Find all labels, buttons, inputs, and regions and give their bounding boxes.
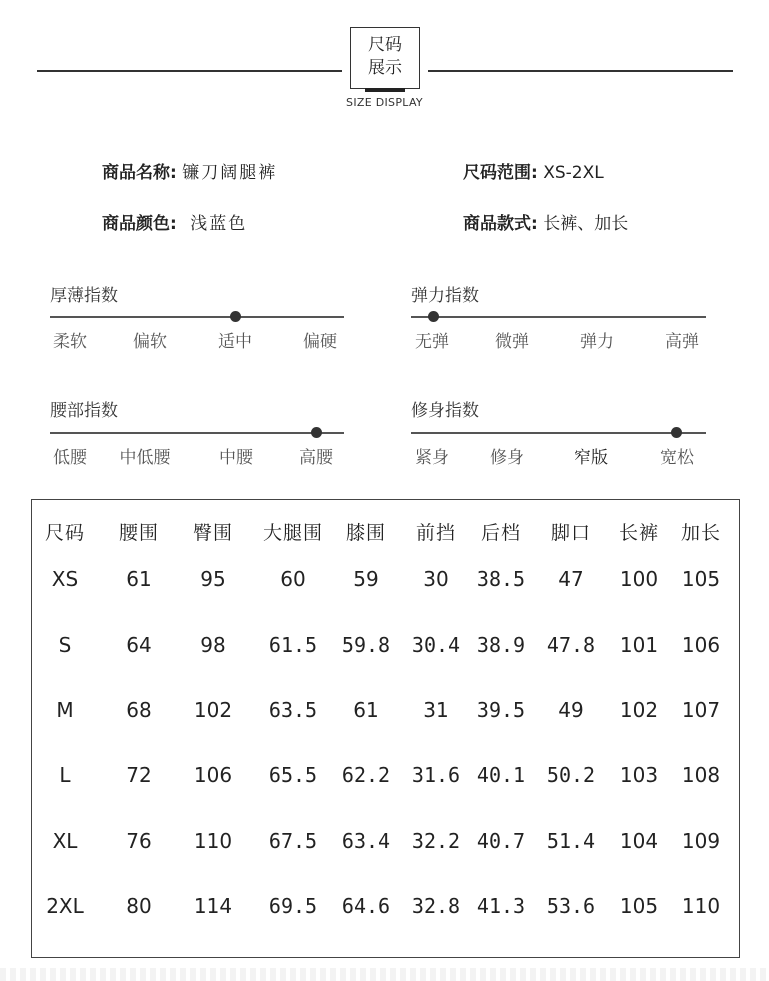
info-range-value: XS-2XL xyxy=(543,163,604,183)
table-cell: 64 xyxy=(126,633,152,657)
table-cell: 31 xyxy=(423,698,449,722)
table-cell: 61 xyxy=(126,567,152,591)
table-header-cell: 前挡 xyxy=(415,522,457,544)
header-subtitle: SIZE DISPLAY xyxy=(346,96,423,109)
table-cell: 64.6 xyxy=(341,894,391,918)
index-marker xyxy=(428,311,439,322)
table-header-cell: 长裤 xyxy=(618,522,660,544)
table-header-cell: 后档 xyxy=(480,522,522,544)
index-marker xyxy=(671,427,682,438)
table-cell: 106 xyxy=(193,763,233,787)
info-range-label: 尺码范围: xyxy=(463,163,538,183)
index-marker xyxy=(311,427,322,438)
table-size-label: M xyxy=(56,698,74,722)
header-accent-bar xyxy=(365,88,405,92)
index-option: 偏硬 xyxy=(303,332,337,352)
index-title: 修身指数 xyxy=(411,401,479,421)
table-cell: 101 xyxy=(619,633,659,657)
table-cell: 103 xyxy=(619,763,659,787)
table-size-label: 2XL xyxy=(46,894,84,918)
info-color-label: 商品颜色: xyxy=(102,214,177,234)
header-title-line2: 展示 xyxy=(368,58,402,78)
table-size-label: XL xyxy=(52,829,78,853)
table-cell: 39.5 xyxy=(476,698,526,722)
table-cell: 110 xyxy=(193,829,233,853)
index-option: 中低腰 xyxy=(119,448,171,468)
table-cell: 72 xyxy=(126,763,152,787)
table-size-label: L xyxy=(59,763,71,787)
table-cell: 68 xyxy=(126,698,152,722)
table-cell: 76 xyxy=(126,829,152,853)
table-cell: 40.1 xyxy=(476,763,526,787)
table-cell: 60 xyxy=(280,567,306,591)
table-cell: 61.5 xyxy=(268,633,318,657)
table-cell: 61 xyxy=(353,698,379,722)
index-option: 适中 xyxy=(218,332,252,352)
header-title-box xyxy=(350,27,420,89)
index-option: 修身 xyxy=(490,448,524,468)
index-option: 高腰 xyxy=(299,448,333,468)
header-rule-right xyxy=(428,70,733,72)
table-cell: 30 xyxy=(423,567,449,591)
table-cell: 110 xyxy=(681,894,721,918)
table-cell: 67.5 xyxy=(268,829,318,853)
table-cell: 69.5 xyxy=(268,894,318,918)
index-option: 低腰 xyxy=(53,448,87,468)
index-track xyxy=(50,432,344,434)
table-cell: 32.2 xyxy=(411,829,461,853)
table-cell: 40.7 xyxy=(476,829,526,853)
table-header-cell: 膝围 xyxy=(345,522,387,544)
index-track xyxy=(411,316,706,318)
table-cell: 63.5 xyxy=(268,698,318,722)
index-title: 弹力指数 xyxy=(411,286,479,306)
table-cell: 53.6 xyxy=(546,894,596,918)
index-option: 微弹 xyxy=(495,332,529,352)
index-track xyxy=(50,316,344,318)
table-cell: 107 xyxy=(681,698,721,722)
index-marker xyxy=(230,311,241,322)
table-cell: 59.8 xyxy=(341,633,391,657)
table-cell: 32.8 xyxy=(411,894,461,918)
index-track xyxy=(411,432,706,434)
info-style-label: 商品款式: xyxy=(463,214,538,234)
header-rule-left xyxy=(37,70,342,72)
table-cell: 30.4 xyxy=(411,633,461,657)
info-name xyxy=(102,158,277,183)
table-cell: 41.3 xyxy=(476,894,526,918)
bottom-edge xyxy=(0,968,769,981)
index-title: 腰部指数 xyxy=(50,401,118,421)
table-cell: 100 xyxy=(619,567,659,591)
table-cell: 62.2 xyxy=(341,763,391,787)
header-title-line1: 尺码 xyxy=(368,35,402,55)
table-cell: 47 xyxy=(558,567,584,591)
table-cell: 38.9 xyxy=(476,633,526,657)
table-cell: 50.2 xyxy=(546,763,596,787)
table-cell: 114 xyxy=(193,894,233,918)
table-cell: 104 xyxy=(619,829,659,853)
index-option: 紧身 xyxy=(415,448,449,468)
index-option: 柔软 xyxy=(53,332,87,352)
table-cell: 80 xyxy=(126,894,152,918)
table-cell: 108 xyxy=(681,763,721,787)
table-cell: 102 xyxy=(619,698,659,722)
table-cell: 38.5 xyxy=(476,567,526,591)
info-style xyxy=(463,209,628,234)
table-size-label: S xyxy=(58,633,72,657)
table-cell: 47.8 xyxy=(546,633,596,657)
info-style-value: 长裤、加长 xyxy=(543,214,629,234)
table-cell: 51.4 xyxy=(546,829,596,853)
table-cell: 105 xyxy=(619,894,659,918)
table-header-cell: 尺码 xyxy=(44,522,86,544)
table-header-cell: 加长 xyxy=(680,522,722,544)
index-option: 高弹 xyxy=(665,332,699,352)
table-cell: 98 xyxy=(200,633,226,657)
table-cell: 65.5 xyxy=(268,763,318,787)
index-option: 弹力 xyxy=(580,332,614,352)
table-cell: 106 xyxy=(681,633,721,657)
table-cell: 49 xyxy=(558,698,584,722)
index-option: 窄版 xyxy=(574,448,608,468)
table-cell: 105 xyxy=(681,567,721,591)
table-cell: 95 xyxy=(200,567,226,591)
info-name-value: 镰刀阔腿裤 xyxy=(182,163,278,183)
info-name-label: 商品名称: xyxy=(102,163,177,183)
table-cell: 31.6 xyxy=(411,763,461,787)
index-option: 宽松 xyxy=(660,448,694,468)
table-size-label: XS xyxy=(51,567,79,591)
index-option: 中腰 xyxy=(219,448,253,468)
table-cell: 109 xyxy=(681,829,721,853)
table-header-cell: 腰围 xyxy=(118,522,160,544)
index-option: 无弹 xyxy=(415,332,449,352)
table-header-cell: 大腿围 xyxy=(262,522,324,544)
table-cell: 102 xyxy=(193,698,233,722)
table-header-cell: 臀围 xyxy=(192,522,234,544)
index-title: 厚薄指数 xyxy=(50,286,118,306)
info-range xyxy=(463,158,604,183)
info-color-value: 浅蓝色 xyxy=(190,214,248,234)
table-cell: 63.4 xyxy=(341,829,391,853)
table-header-cell: 脚口 xyxy=(550,522,592,544)
table-cell: 59 xyxy=(353,567,379,591)
info-color xyxy=(102,209,247,234)
index-option: 偏软 xyxy=(133,332,167,352)
